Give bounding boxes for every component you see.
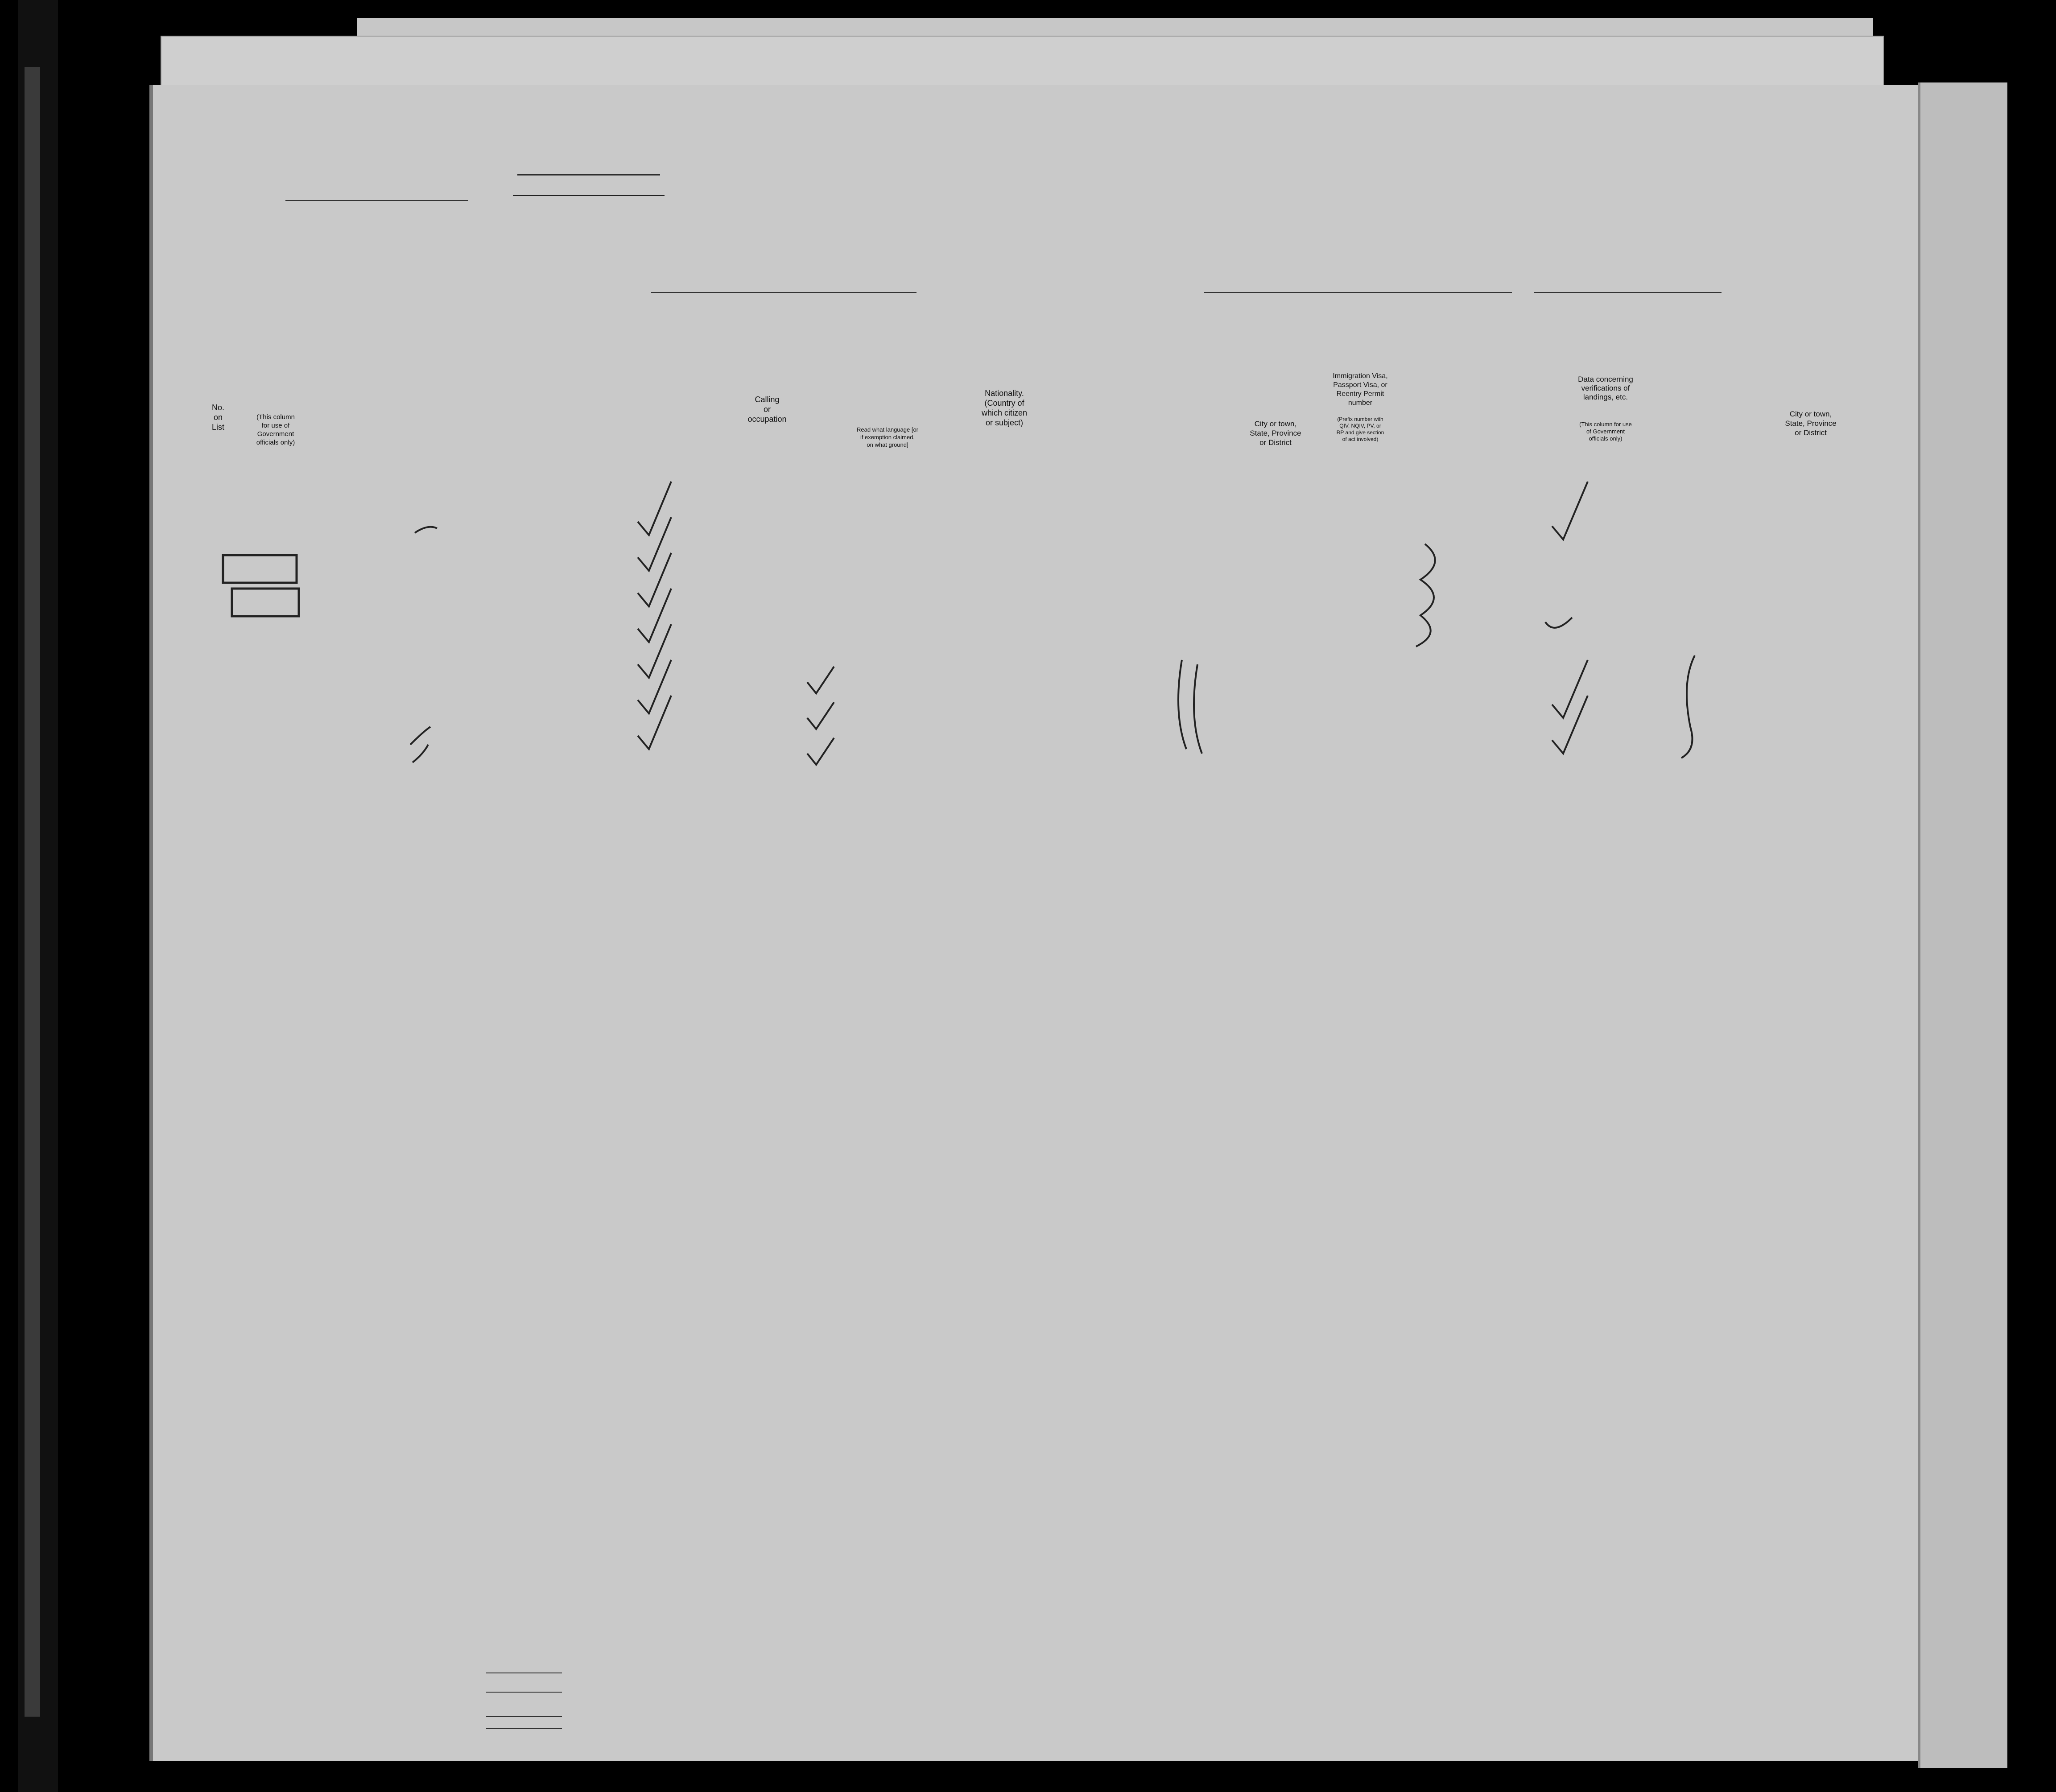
- form-footer: [486, 1673, 562, 1729]
- hdr-nationality: Nationality. (Country of which citizen or subject): [981, 389, 1028, 427]
- hdr-data-note: (This column for use of Government officials only): [1579, 421, 1632, 442]
- hdr-visa: Immigration Visa, Passport Visa, or Reentry Permit number: [1333, 372, 1388, 407]
- hdr-res-city: City or town, State, Province or District: [1785, 410, 1837, 437]
- head-tax-stamps: [223, 555, 299, 616]
- hdr-head-tax-note: (This column for use of Government officials only): [256, 413, 295, 446]
- hdr-birth-city: City or town, State, Province or District: [1250, 420, 1301, 447]
- hdr-read-language: Read what language [or if exemption claimed, on what ground]: [856, 426, 919, 448]
- hdr-data-concerning: Data concerning verifications of landings, etc.: [1578, 375, 1633, 401]
- form-header: [285, 175, 665, 201]
- hdr-calling: Calling or occupation: [747, 395, 787, 424]
- hdr-visa-note: (Prefix number with QIV, NQIV, PV, or RP and give section of act involved): [1336, 416, 1384, 442]
- handwritten-annotations: [223, 482, 1695, 765]
- column-headers: [212, 372, 1837, 448]
- check-marks: [410, 482, 1695, 765]
- hdr-no-on-list: No. on List: [211, 403, 225, 432]
